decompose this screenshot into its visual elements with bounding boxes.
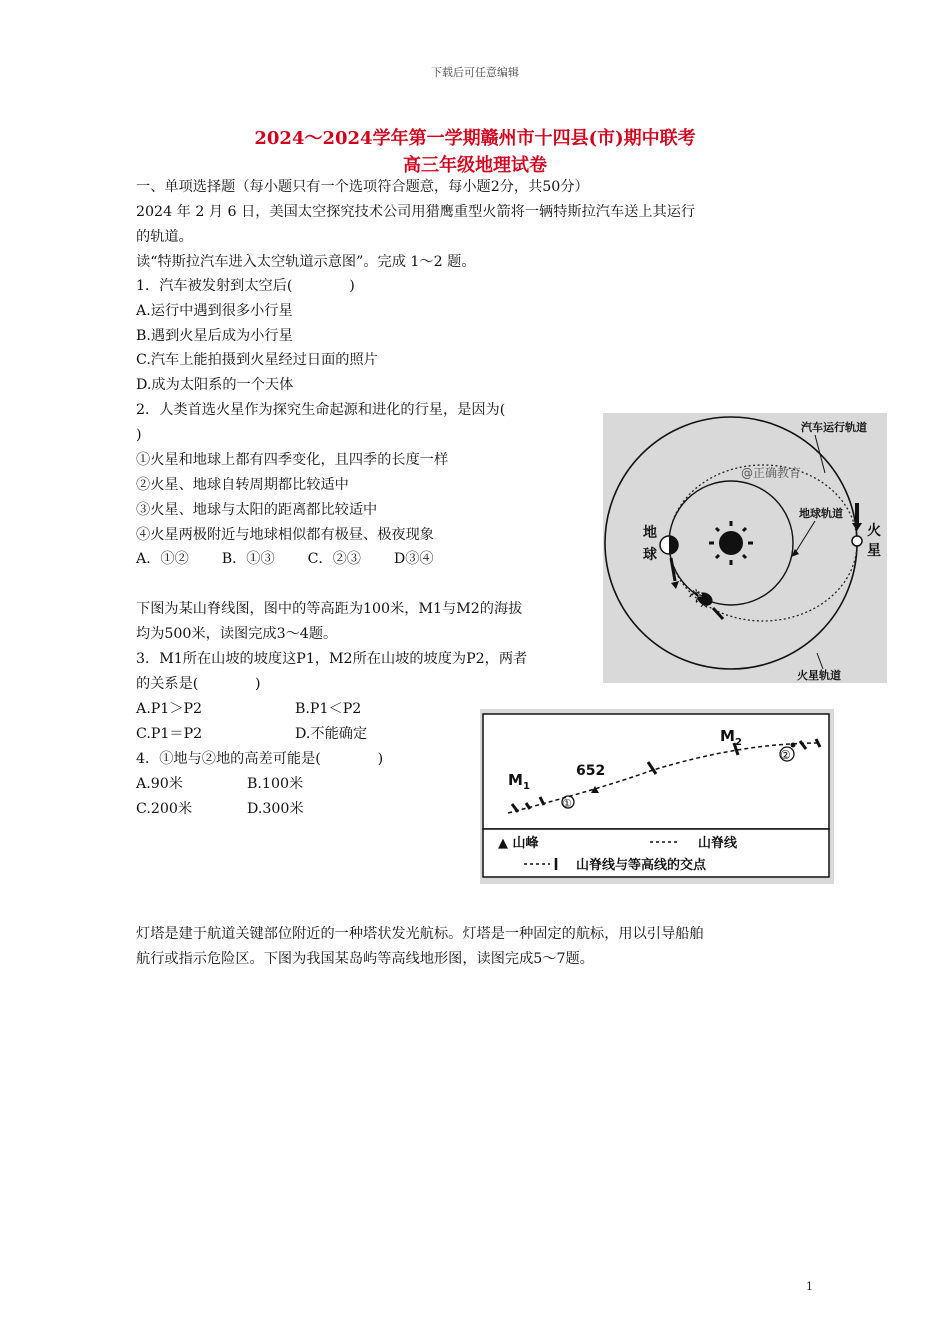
text-line: 读“特斯拉汽车进入太空轨道示意图”。完成 1～2 题。 [136, 254, 476, 270]
mars-label: 火 [867, 523, 881, 539]
question-1: 1．汽车被发射到太空后( ) [136, 278, 355, 294]
earth-label: 球 [643, 547, 657, 563]
option-line: B.100米 [247, 776, 304, 792]
m1-sub-label: 1 [523, 781, 530, 792]
orbit-diagram [603, 413, 887, 683]
option-line: C.汽车上能拍摄到火星经过日面的照片 [136, 352, 378, 368]
site-1-label: ① [562, 797, 572, 810]
option-line: ①火星和地球上都有四季变化，且四季的长度一样 [136, 452, 449, 468]
earth-orbit-label: 地球轨道 [799, 507, 843, 520]
option-line: D.300米 [247, 801, 304, 817]
m1-label: M [508, 771, 523, 789]
option-line: A.运行中遇到很多小行星 [136, 303, 293, 319]
question-3: 3．M1所在山坡的坡度这P1，M2所在山坡的坡度为P2，两者 [136, 651, 528, 667]
watermark-label: @正确教育 [741, 466, 802, 480]
legend-ridge: 山脊线 [698, 836, 738, 851]
car-orbit-label: 汽车运行轨道 [801, 421, 867, 434]
earth-icon [660, 536, 678, 554]
car-label: 汽车 [687, 587, 713, 612]
site-2-label: ② [780, 748, 791, 762]
exam-subtitle: 高三年级地理试卷 [403, 155, 547, 176]
elevation-label: 652 [576, 763, 606, 779]
text-line: 的轨道。 [136, 229, 193, 245]
arrow-icon [671, 558, 675, 581]
question-4: 4．①地与②地的高差可能是( ) [136, 751, 384, 767]
section-heading: 一、单项选择题（每小题只有一个选项符合题意，每小题2分，共50分） [136, 179, 589, 195]
option-line: C.200米 [136, 801, 193, 817]
text-line: 2024 年 2 月 6 日，美国太空探究技术公司用猎鹰重型火箭将一辆特斯拉汽车送上其运行 [136, 204, 696, 220]
option-line: A.90米 [136, 776, 183, 792]
text-line: 下图为某山脊线图，图中的等高距为100米，M1与M2的海拔 [136, 601, 523, 617]
earth-label: 地 [643, 525, 657, 541]
option-line: ③火星、地球与太阳的距离都比较适中 [136, 502, 378, 518]
page-header: 下载后可任意编辑 [431, 66, 519, 79]
m2-sub-label: 2 [735, 737, 742, 748]
legend-peak: ▲ 山峰 [498, 836, 539, 851]
option-line: A.P1＞P2 [136, 701, 203, 717]
sun-icon [709, 521, 753, 565]
ridge-line-diagram [480, 709, 834, 884]
text-line: 的关系是( ) [136, 676, 261, 692]
option-line: D.成为太阳系的一个天体 [136, 377, 294, 393]
option-line: ②火星、地球自转周期都比较适中 [136, 477, 349, 493]
mars-label: 星 [867, 543, 881, 559]
legend-intersection: 山脊线与等高线的交点 [576, 858, 707, 873]
answer-choices: A．①② B．①③ C．②③ D③④ [136, 551, 434, 567]
exam-title: 2024～2024学年第一学期赣州市十四县(市)期中联考 [254, 128, 696, 149]
text-line: ) [136, 427, 142, 443]
mars-icon [852, 536, 862, 546]
option-line: B.P1＜P2 [295, 701, 362, 717]
mars-orbit-label: 火星轨道 [797, 669, 841, 682]
option-line: ④火星两极附近与地球相似都有极昼、极夜现象 [136, 527, 434, 543]
m2-label: M [720, 727, 735, 745]
option-line: C.P1＝P2 [136, 726, 203, 742]
question-2: 2．人类首选火星作为探究生命起源和进化的行星，是因为( [136, 402, 506, 418]
text-line: 灯塔是建于航道关键部位附近的一种塔状发光航标。灯塔是一种固定的航标，用以引导船舶 [136, 926, 704, 942]
page-number: 1 [806, 1280, 813, 1293]
option-line: D.不能确定 [295, 726, 368, 742]
option-line: B.遇到火星后成为小行星 [136, 328, 293, 344]
text-line: 航行或指示危险区。下图为我国某岛屿等高线地形图，读图完成5～7题。 [136, 951, 594, 967]
text-line: 均为500米，读图完成3～4题。 [136, 626, 338, 642]
